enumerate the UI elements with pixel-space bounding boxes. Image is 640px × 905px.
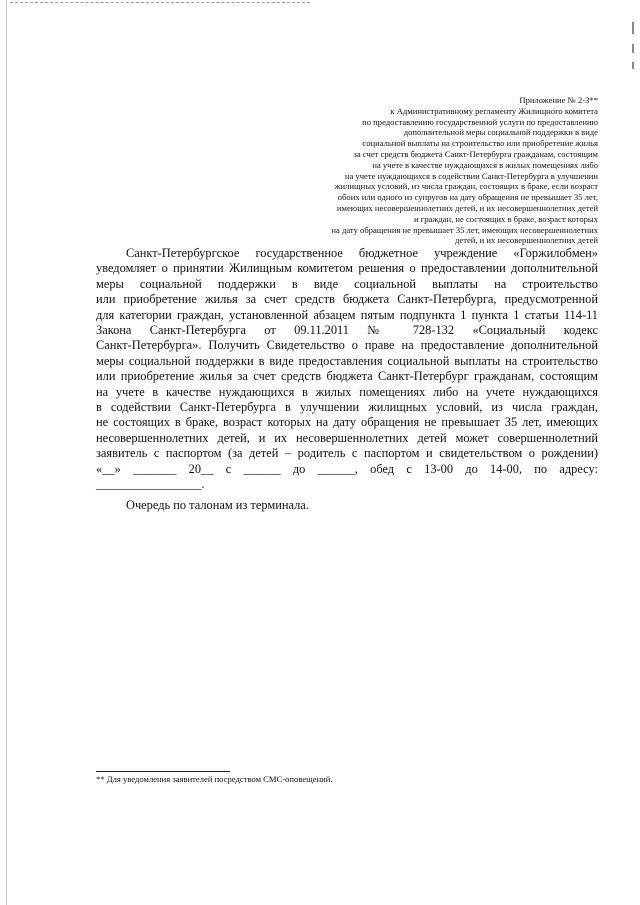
scan-top-edge — [10, 2, 310, 3]
appendix-line: на дату обращения не превышает 35 лет, имеющих несовершеннолетних — [331, 224, 598, 235]
scan-mark — [632, 62, 634, 69]
appendix-line: на учете в качестве нуждающихся в жилых помещениях либо — [372, 159, 598, 170]
appendix-line: детей, и их несовершеннолетних детей — [455, 235, 598, 246]
appendix-line: на учете нуждающихся в содействии Санкт-Петербурга в улучшении — [344, 170, 598, 181]
appendix-line: к Административному регламенту Жилищного комитета — [390, 105, 598, 116]
appendix-line: за счет средств бюджета Санкт-Петербурга гражданам, состоящим — [353, 148, 598, 159]
appendix-line: социальной выплаты на строительство или приобретение жилья — [362, 138, 598, 149]
scan-mark — [632, 22, 634, 34]
notice-line: меры социальной поддержки в виде предоставления социальной выплаты на строительство — [96, 353, 598, 368]
notice-line: «__» _______ 20__ с ______ до ______, обед с 13-00 до 14-00, по адресу: — [96, 461, 598, 476]
queue-note: Очередь по талонам из терминала. — [126, 498, 309, 512]
scan-left-edge — [6, 0, 7, 905]
footnote: ** Для уведомления заявителей посредством СМС-оповещений. — [96, 774, 333, 784]
appendix-line: по предоставлению государственной услуги по предоставлению — [362, 116, 598, 127]
appendix-line: Приложение № 2-3** — [519, 95, 598, 105]
notice-line: или приобретение жилья за счет средств бюджета Санкт-Петербурга, предусмотренной — [96, 292, 598, 307]
appendix-line: имеющих несовершеннолетних детей, и их несовершеннолетних детей — [336, 202, 598, 213]
notice-line: на учете в качестве нуждающихся в жилых помещениях либо на учете нуждающихся — [96, 384, 598, 399]
appendix-line: обоих или одного из супругов на дату обращения не превышает 35 лет, — [337, 192, 598, 203]
notice-line: меры социальной поддержки в виде социальной выплаты на строительство — [96, 276, 598, 291]
notice-line: заявитель с паспортом (за детей – родитель с паспортом и свидетельством о рождении) — [96, 446, 598, 461]
notice-line: в содействии Санкт-Петербурга в улучшении жилищных условий, из числа граждан, — [96, 400, 598, 415]
scan-mark — [632, 44, 634, 53]
notice-line: уведомляет о принятии Жилищным комитетом решения о предоставлении дополнительной — [96, 261, 598, 276]
notice-body — [96, 246, 598, 493]
appendix-line: дополнительной меры социальной поддержки в виде — [403, 127, 598, 138]
notice-line: несовершеннолетних детей, и их несовершеннолетних детей может совершеннолетний — [96, 430, 598, 445]
appendix-line: жилищных условий, из числа граждан, состоящих в браке, если возраст — [334, 181, 598, 192]
notice-line: Закона Санкт-Петербурга от 09.11.2011 № 728-132 «Социальный кодекс — [96, 323, 598, 338]
appendix-line: и граждан, не состоящих в браке, возраст которых — [413, 213, 598, 224]
notice-line: Санкт-Петербургское государственное бюджетное учреждение «Горжилобмен» — [126, 246, 598, 260]
notice-line: не состоящих в браке, возраст которых на дату обращения не превышает 35 лет, имеющих — [96, 415, 598, 430]
notice-line: _________________. — [96, 477, 205, 492]
appendix-header — [270, 95, 598, 246]
notice-line: для категории граждан, установленной абзацем пятым подпункта 1 пункта 1 статьи 114-11 — [96, 307, 598, 322]
notice-line: или приобретение жилья за счет средств бюджета Санкт-Петербург гражданам, состоящим — [96, 369, 598, 384]
notice-line: Санкт-Петербурга». Получить Свидетельство о праве на предоставление дополнительной — [96, 338, 598, 353]
footnote-divider — [96, 771, 230, 772]
